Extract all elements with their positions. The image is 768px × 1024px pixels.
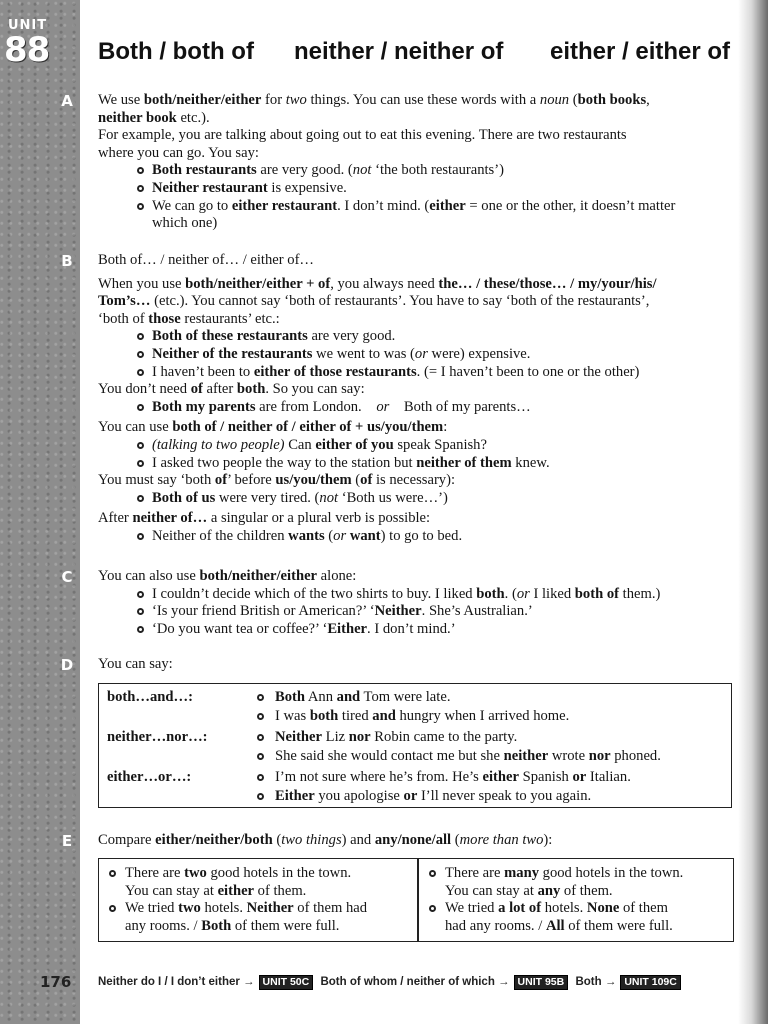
page-margin-strip [0,0,80,1024]
footer-ref-text: Neither do I / I don’t either → [98,976,255,988]
section-e-intro: Compare either/neither/both (two things) and any/none/all (more than two): [98,832,553,848]
section-b: Both of… / neither of… / either of… When you use both/neither/either + of, you always need the… / these/those… / my/your/his/ Tom’s… (etc.). You cannot say ‘both of restaurants’. You have to say ‘both of the restaurants’, ‘both of those restaurants’ etc.: Both of these restaurants are very good. Neither of the restaurants we went to was (or were) expensive. I haven’t been to either of those restaurants. (= I haven’t been to one or the other) You don’t need of after both. So you can say: Both my parents are from London. or Both of my parents… You can use both of / neither of / either of + us/you/them: (talking to two people) Can either of you speak Spanish? I asked two people the way to the station but neither of them knew. You must say ‘both of’ before us/you/them (of is necessary): Both of us were very tired. (not ‘Both us were…’) After neither of… a singular or a plural verb is possible: Neither of the children wants (or want) to go to bed. [98,252,738,546]
title-either: either / either of [550,38,731,65]
list-item: Either you apologise or I’ll never speak to you again. [257,787,631,806]
unit-reference-link[interactable]: UNIT 109C [620,975,681,990]
section-letter-a: A [61,92,73,110]
unit-reference-link[interactable]: UNIT 50C [259,975,314,990]
section-c: You can also use both/neither/either alone: I couldn’t decide which of the two shirts to buy. I liked both. (or I liked both of them.) ‘Is your friend British or American?’ ‘Neither. She’s Australian.’ ‘Do you want tea or coffee?’ ‘Either. I don’t mind.’ [98,568,738,638]
page-number: 176 [40,973,72,991]
list-item: Neither restaurant is expensive. [98,180,738,198]
compare-left-column [107,865,367,935]
list-item: She said she would contact me but she neither wrote nor phoned. [257,747,661,766]
list-item: ‘Do you want tea or coffee?’ ‘Either. I don’t mind.’ [98,621,738,639]
list-item: There are many good hotels in the town. You can stay at any of them. [427,865,683,900]
list-item: I was both tired and hungry when I arrived home. [257,707,569,726]
title-both: Both / both of [98,38,254,65]
footer-references [98,975,685,990]
compare-right-column [427,865,683,935]
page-right-shadow [738,0,768,1024]
unit-label: UNIT [8,18,48,33]
title-neither: neither / neither of [294,38,504,65]
section-e-box [98,858,734,942]
unit-reference-link[interactable]: UNIT 95B [514,975,569,990]
list-item: I asked two people the way to the station but neither of them knew. [98,455,738,473]
footer-ref-text: Both → [575,976,617,988]
list-item: I couldn’t decide which of the two shirts to buy. I liked both. (or I liked both of them.) [98,586,738,604]
list-item: ‘Is your friend British or American?’ ‘Neither. She’s Australian.’ [98,603,738,621]
list-item: I haven’t been to either of those restaurants. (= I haven’t been to one or the other) [98,364,738,382]
list-item: I’m not sure where he’s from. He’s either Spanish or Italian. [257,768,631,787]
unit-number: 88 [4,30,50,70]
list-item: Both Ann and Tom were late. [257,688,569,707]
list-item: Both restaurants are very good. (not ‘the both restaurants’) [98,162,738,180]
section-d-box: both…and…: Both Ann and Tom were late. I was both tired and hungry when I arrived home. neither…nor…: Neither Liz nor Robin came to the party. She said she would contact me but she neither wrote nor phoned. either…or…: I’m not sure where he’s from. He’s either Spanish or Italian. Either you apologise or I’ll never speak to you again. [98,683,732,808]
list-item: (talking to two people) Can either of you speak Spanish? [98,437,738,455]
section-b-heading: Both of… / neither of… / either of… [98,252,315,268]
footer-ref-text: Both of whom / neither of which → [320,976,510,988]
section-letter-d: D [60,656,74,674]
list-item: We tried a lot of hotels. None of them had any rooms. / All of them were full. [427,900,683,935]
list-item: We tried two hotels. Neither of them had any rooms. / Both of them were full. [107,900,367,935]
section-d-intro: You can say: [98,656,173,672]
list-item: Neither of the restaurants we went to was (or were) expensive. [98,346,738,364]
list-item: Neither Liz nor Robin came to the party. [257,728,661,747]
section-letter-b: B [61,252,73,270]
list-item: There are two good hotels in the town. You can stay at either of them. [107,865,367,900]
list-item: Neither of the children wants (or want) to go to bed. [98,528,738,546]
section-letter-c: C [61,568,73,586]
list-item: We can go to either restaurant. I don’t mind. (either = one or the other, it doesn’t matter [98,198,738,216]
list-item: Both of these restaurants are very good. [98,328,738,346]
list-item: Both of us were very tired. (not ‘Both us were…’) [98,490,738,508]
column-divider [417,859,419,941]
section-letter-e: E [61,832,73,850]
section-a: We use both/neither/either for two things. You can use these words with a noun (both books, neither book etc.). For example, you are talking about going out to eat this evening. There are two restaurants where you can go. You say: Both restaurants are very good. (not ‘the both restaurants’) Neither restaurant is expensive. We can go to either restaurant. I don’t mind. (either = one or the other, it doesn’t matter which one) [98,92,738,233]
list-item: Both my parents are from London. or Both of my parents… [98,399,738,417]
